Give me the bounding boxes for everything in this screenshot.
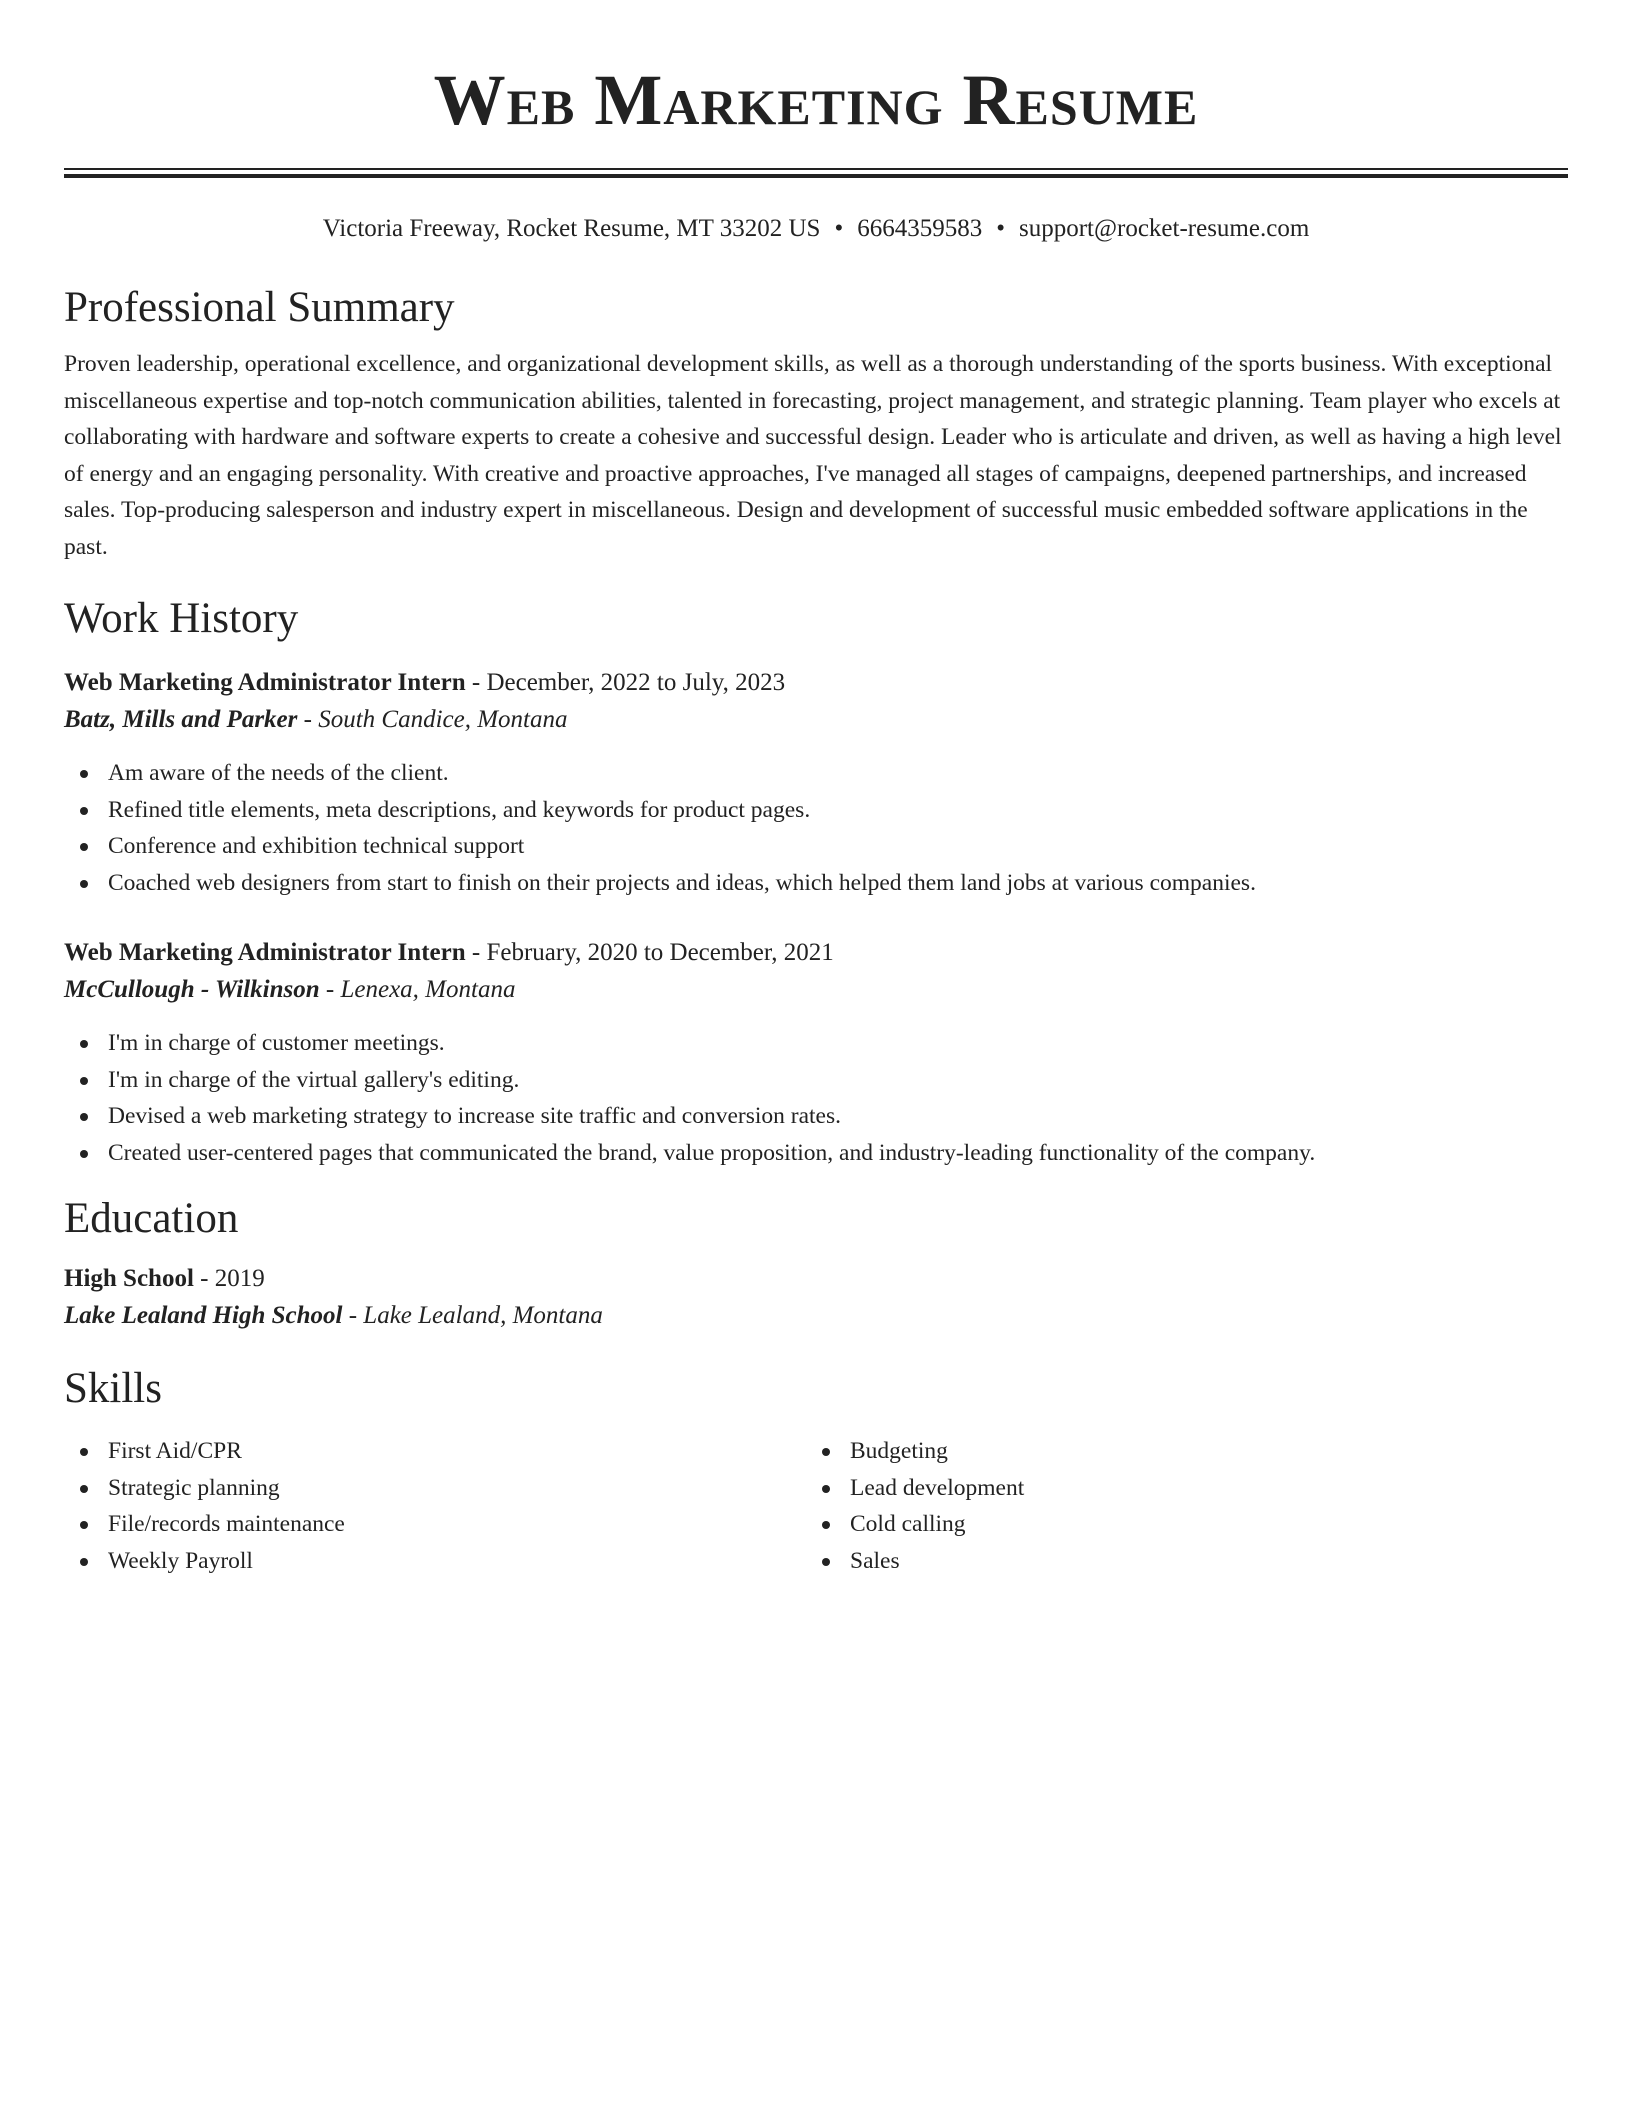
skill-item: Cold calling	[806, 1506, 1548, 1543]
job-entry	[64, 935, 1568, 1171]
list-item: Coached web designers from start to finish on their projects and ideas, which helped them land jobs at various companies.	[64, 865, 1568, 902]
summary-text: Proven leadership, operational excellence, and organizational development skills, as well as a thorough understanding of the sports business. With exceptional miscellaneous expertise and top-notch communication abilities, talented in forecasting, project management, and strategic planning. Team player who excels at collaborating with hardware and software experts to create a cohesive and successful design. Leader who is articulate and driven, as well as having a high level of energy and an engaging personality. With creative and proactive approaches, I've managed all stages of campaigns, deepened partnerships, and increased sales. Top-producing salesperson and industry expert in miscellaneous. Design and development of successful music embedded software applications in the past.	[64, 351, 1562, 560]
company-location: - South Candice, Montana	[297, 706, 568, 733]
resume-title: Web Marketing Resume	[433, 60, 1199, 140]
skill-item: Weekly Payroll	[64, 1543, 806, 1580]
job-bullets	[64, 755, 1568, 901]
title-divider	[64, 168, 1568, 178]
job-title: Web Marketing Administrator Intern	[64, 669, 466, 696]
list-item: Conference and exhibition technical support	[64, 828, 1568, 865]
job-bullets	[64, 1025, 1568, 1171]
job-title: Web Marketing Administrator Intern	[64, 939, 466, 966]
skill-item: Lead development	[806, 1470, 1548, 1507]
list-item: I'm in charge of the virtual gallery's editing.	[64, 1062, 1568, 1099]
list-item: Devised a web marketing strategy to increase site traffic and conversion rates.	[64, 1098, 1568, 1135]
contact-separator: •	[834, 215, 844, 242]
list-item: I'm in charge of customer meetings.	[64, 1025, 1568, 1062]
skills-column-left	[64, 1433, 806, 1579]
company-name: Batz, Mills and Parker	[64, 706, 298, 733]
list-item: Created user-centered pages that communicated the brand, value proposition, and industry-leading functionality of the company.	[64, 1135, 1568, 1172]
summary-heading: Professional Summary	[64, 284, 455, 331]
job-title-line	[64, 935, 1568, 971]
contact-address: Victoria Freeway, Rocket Resume, MT 33202 US	[322, 215, 821, 242]
contact-separator: •	[996, 215, 1005, 242]
skill-item: File/records maintenance	[64, 1506, 806, 1543]
work-history-heading: Work History	[64, 595, 299, 642]
school-line	[64, 1297, 1568, 1335]
contact-line	[64, 212, 1568, 246]
job-dates: - February, 2020 to December, 2021	[465, 939, 834, 966]
job-title-line	[64, 665, 1568, 701]
degree: High School	[64, 1265, 194, 1292]
skill-item: Sales	[806, 1543, 1548, 1580]
company-name: McCullough - Wilkinson	[64, 976, 320, 1003]
skill-item: Strategic planning	[64, 1470, 806, 1507]
school-location: - Lake Lealand, Montana	[342, 1302, 603, 1329]
skill-item: Budgeting	[806, 1433, 1548, 1470]
skills-column-right	[806, 1433, 1548, 1579]
job-entry	[64, 665, 1568, 901]
degree-line	[64, 1261, 1568, 1297]
list-item: Refined title elements, meta descriptions, and keywords for product pages.	[64, 792, 1568, 829]
contact-email: support@rocket-resume.com	[1018, 215, 1310, 242]
skill-item: First Aid/CPR	[64, 1433, 806, 1470]
skills-grid	[64, 1433, 1568, 1579]
company-location: - Lenexa, Montana	[319, 976, 516, 1003]
school-name: Lake Lealand High School	[64, 1302, 343, 1329]
contact-phone: 6664359583	[857, 215, 983, 242]
company-line	[64, 701, 1568, 739]
education-heading: Education	[64, 1195, 239, 1242]
job-dates: - December, 2022 to July, 2023	[465, 669, 786, 696]
graduation-year: - 2019	[193, 1265, 265, 1292]
list-item: Am aware of the needs of the client.	[64, 755, 1568, 792]
skills-heading: Skills	[64, 1365, 162, 1412]
company-line	[64, 971, 1568, 1009]
education-entry	[64, 1261, 1568, 1335]
